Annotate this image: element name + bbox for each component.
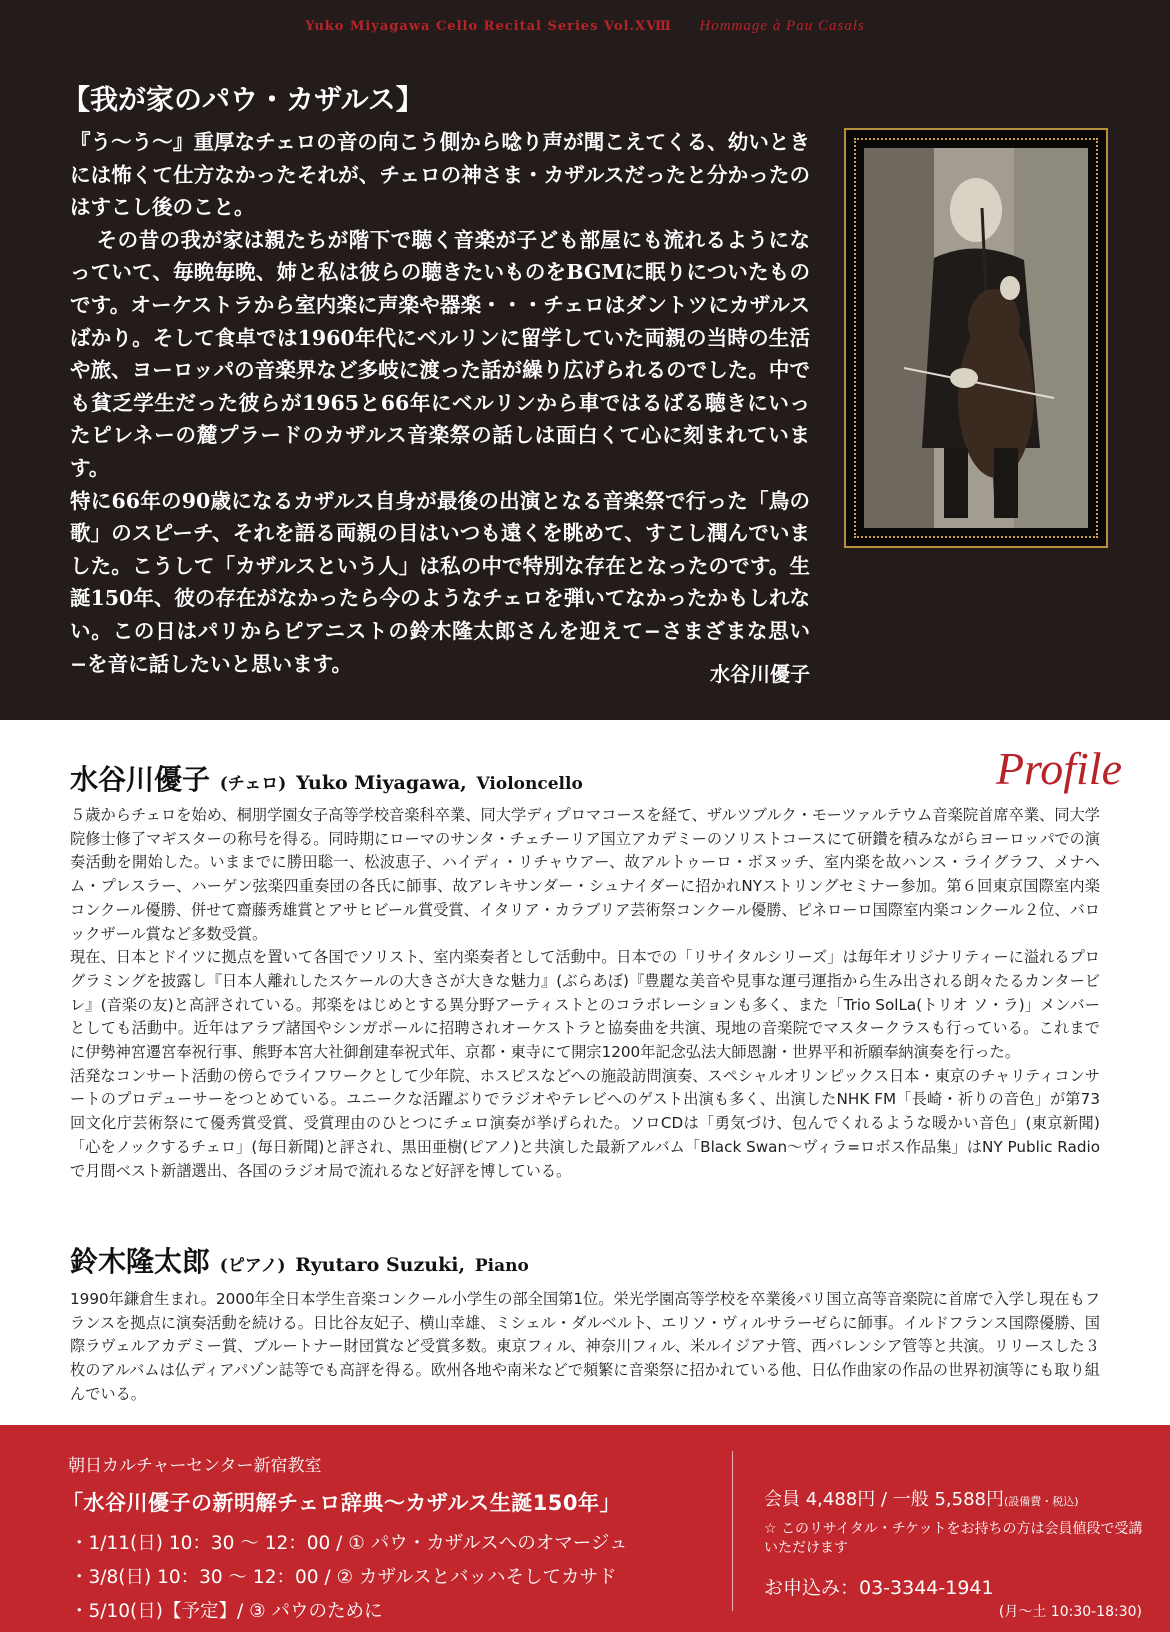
bio-paragraph: 1990年鎌倉生まれ。2000年全日本学生音楽コンクール小学生の部全国第1位。栄光学園高等学校を卒業後パリ国立高等音楽院に首席で入学し現在もフランスを拠点に演奏活動を続ける。日比谷友妃子、横山幸雄、ミシェル・ダルベルト、エリソ・ヴィルサラーゼらに師事。イルドフランス国際優勝、国際ラヴェルアカデミー賞、ブルートナー財団賞など受賞多数。東京フィル、神奈川フィル、米ルイジアナ管、西バレンシア管等と共演。リリースした３枚のアルバムは仏ディアパゾン誌等でも高評を得る。欧州各地や南米などで頻繁に音楽祭に招かれている他、日仏作曲家の作品の世界初演等にも取り組んでいる。	[70, 1290, 1100, 1403]
name-jp: 水谷川優子	[70, 763, 211, 796]
office-hours: (月〜土 10:30-18:30)	[998, 1604, 1142, 1620]
venue-name: 朝日カルチャーセンター新宿教室	[68, 1456, 322, 1476]
instrument: Violoncello	[476, 774, 583, 794]
series-subtitle: Hommage à Pau Casals	[699, 18, 865, 34]
session-item: ・5/10(日)【予定】/ ③ パウのために	[70, 1601, 383, 1622]
bio-paragraph: 現在、日本とドイツに拠点を置いて各国でソリスト、室内楽奏者として活動中。日本での「リサイタルシリーズ」は毎年オリジナリティーに溢れるプログラミングを披露し『日本人離れしたスケールの大きさが大きな魅力』(ぶらあぼ)『豊麗な美音や見事な運弓運指から生み出される朗々たるカンタービレ』(音楽の友)と高評されている。邦楽をはじめとする異分野アーティストとのコラボレーションも多く、また「Trio SolLa(トリオ ソ・ラ)」メンバーとしても活動中。近年はアラブ諸国やシンガポールに招聘されオーケストラと協奏曲を共演、現地の音楽院でマスタークラスも行っている。これまでに伊勢神宮遷宮奉祝行事、熊野本宮大社御創建奉祝式年、京都・東寺にて開宗1200年記念弘法大師恩謝・世界平和祈願奉納演奏を行った。	[70, 948, 1100, 1062]
role-jp: (ピアノ)	[219, 1256, 286, 1276]
series-header	[0, 18, 1170, 35]
session-list	[70, 1527, 628, 1629]
yuko-name-heading	[70, 758, 583, 798]
member-note: ☆ このリサイタル・チケットをお持ちの方は会員値段で受講いただけます	[764, 1521, 1143, 1556]
footer-divider	[732, 1451, 733, 1611]
price-info	[764, 1485, 1079, 1511]
role-jp: (チェロ)	[219, 774, 287, 794]
bio-paragraph: ５歳からチェロを始め、桐朋学園女子高等学校音楽科卒業、同大学ディプロマコースを経て、ザルツブルク・モーツァルテウム音楽院首席卒業、同大学院修士修了マギスターの称号を得る。同時期にローマのサンタ・チェチーリア国立アカデミーのソリストコースにて研鑽を積みながらヨーロッパでの演奏活動を開始した。いままでに勝田聡一、松波恵子、ハイディ・リチャウアー、故アルトゥーロ・ボヌッチ、室内楽を故ハンス・ライグラフ、メナヘム・プレスラー、ハーゲン弦楽四重奏団の各氏に師事、故アレキサンダー・シュナイダーに招かれNYストリングセミナー参加。第６回東京国際室内楽コンクール優勝、併せて齋藤秀雄賞とアサヒビール賞受賞、イタリア・カラブリア芸術祭コンクール優勝、ピネローロ国際室内楽コンクール２位、バロックザール賞など多数受賞。	[70, 806, 1100, 943]
essay-paragraph: 特に66年の90歳になるカザルス自身が最後の出演となる音楽祭で行った「鳥の歌」のスピーチ、それを語る両親の目はいつも遠くを眺めて、すこし潤んでいました。こうして「カザルスという人」は私の中で特別な存在となったのです。生誕150年、彼の存在がなかったら今のようなチェロを弾いてなかったかもしれない。この日はパリからピアニストの鈴木隆太郎さんを迎えて−さまざまな思い−を音に話したいと思います。	[70, 488, 810, 676]
ryutaro-name-heading	[70, 1240, 529, 1280]
essay-paragraph: 『う〜う〜』重厚なチェロの音の向こう側から唸り声が聞こえてくる、幼いときには怖くて仕方なかったそれが、チェロの神さま・カザルスだったと分かったのはすこし後のこと。	[70, 130, 810, 220]
series-title: Yuko Miyagawa Cello Recital Series Vol.XⅧ	[305, 19, 672, 34]
bio-paragraph: 活発なコンサート活動の傍らでライフワークとして少年院、ホスピスなどへの施設訪問演奏、スペシャルオリンピックス日本・東京のチャリティコンサートのプロデューサーをつとめている。ユニークな活躍ぶりでラジオやテレビへのゲスト出演も多く、出演したNHK FM「長崎・祈りの音色」が第73回文化庁芸術祭にて優秀賞受賞、受賞理由のひとつにチェロ演奏が挙げられた。ソロCDは「勇気づけ、包んでくれるような暖かい音色」(東京新聞)「心をノックするチェロ」(毎日新聞)と評され、黒田亜樹(ピアノ)と共演した最新アルバム「Black Swan〜ヴィラ=ロボス作品集」はNY Public Radio で月間ベスト新譜選出、各国のラジオ局で流れるなど好評を博している。	[70, 1066, 1100, 1180]
essay-title: 【我が家のパウ・カザルス】	[62, 83, 424, 116]
cellist-illustration	[864, 148, 1088, 528]
casals-photo	[864, 148, 1088, 528]
price-note: (設備費・税込)	[1004, 1495, 1079, 1508]
instrument: Piano	[474, 1256, 529, 1276]
session-item: ・1/11(日) 10：30 〜 12：00 / ① パウ・カザルスへのオマージュ	[70, 1533, 628, 1554]
essay-signature: 水谷川優子	[710, 662, 810, 686]
apply-phone: お申込み：03-3344-1941	[764, 1577, 994, 1599]
course-info-footer	[0, 1425, 1170, 1632]
name-en: Ryutaro Suzuki,	[295, 1254, 466, 1276]
essay-section	[0, 0, 1170, 720]
course-title: 「水谷川優子の新明解チェロ辞典〜カザルス生誕150年」	[62, 1491, 622, 1515]
ryutaro-bio	[70, 1288, 1100, 1407]
essay-paragraph: その昔の我が家は親たちが階下で聴く音楽が子ども部屋にも流れるようになっていて、毎晩毎晩、姉と私は彼らの聴きたいものをBGMに眠りについたものです。オーケストラから室内楽に声楽や器楽・・・チェロはダントツにカザルスばかり。そして食卓では1960年代にベルリンに留学していた両親の当時の生活や旅、ヨーロッパの音楽界など多岐に渡った話が繰り広げられるのでした。中でも貧乏学生だった彼らが1965と66年にベルリンから車ではるばる聴きにいったピレネーの麓プラードのカザルス音楽祭の話しは面白くて心に刻まれています。	[70, 227, 810, 480]
price-text: 会員 4,488円 / 一般 5,588円	[764, 1489, 1005, 1510]
session-item: ・3/8(日) 10：30 〜 12：00 / ② カザルスとバッハそしてカサド	[70, 1567, 617, 1588]
essay-body	[70, 126, 810, 680]
name-en: Yuko Miyagawa,	[296, 772, 467, 794]
yuko-bio	[70, 804, 1100, 1183]
name-jp: 鈴木隆太郎	[70, 1245, 211, 1278]
profile-label: Profile	[995, 743, 1122, 794]
casals-photo-frame	[844, 128, 1108, 548]
